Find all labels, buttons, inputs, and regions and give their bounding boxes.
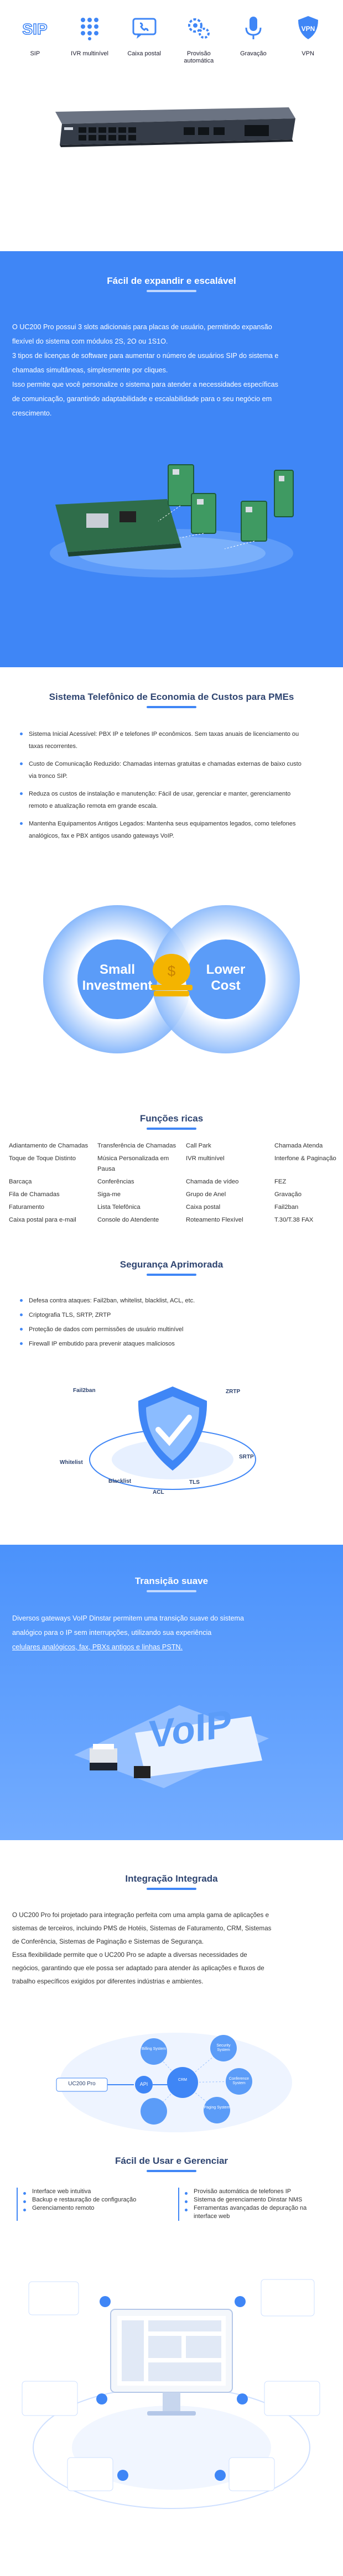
manage-bullet: Backup e restauração de configuração	[22, 2196, 178, 2204]
section-title: Transição suave	[134, 1576, 209, 1586]
manage-bullet: Ferramentas avançadas de depuração na interface web	[184, 2204, 331, 2221]
integration-node-label: Conference System	[228, 2077, 250, 2085]
expand-line: crescimento.	[12, 409, 52, 417]
feature-cell: Console do Atendente	[97, 1217, 159, 1223]
manage-bullet: Interface web intuitiva	[22, 2188, 178, 2196]
voip-illustration	[69, 1694, 274, 1801]
security-bullet: Defesa contra ataques: Fail2ban, whitelist, blacklist, ACL, etc.	[19, 1295, 331, 1307]
section-title: Funções ricas	[139, 1113, 204, 1124]
security-bullet: Criptografia TLS, SRTP, ZRTP	[19, 1309, 331, 1321]
security-tag: Whitelist	[60, 1460, 83, 1466]
security-section	[0, 1251, 343, 1545]
feature-cell: Música Personalizada em Pausa	[97, 1155, 169, 1172]
security-tag: Fail2ban	[73, 1388, 96, 1394]
expand-line: Isso permite que você personalize o sistema para atender a necessidades específicas	[12, 381, 278, 388]
protocol-item	[13, 14, 57, 65]
dialpad-icon	[67, 14, 112, 44]
feature-cell: Grupo de Anel	[186, 1191, 226, 1198]
section-title: Fácil de expandir e escalável	[107, 276, 236, 286]
protocol-item	[286, 14, 330, 65]
feature-cell: Interfone & Paginação	[274, 1155, 336, 1162]
venn-right-line2: Cost	[211, 978, 241, 993]
integration-diagram	[51, 2027, 292, 2136]
feature-cell: Gravação	[274, 1191, 302, 1198]
integration-line: O UC200 Pro foi projetado para integração perfeita com uma ampla gama de aplicações e	[12, 1912, 269, 1919]
economy-bullet	[19, 788, 331, 812]
feature-cell: Toque de Toque Distinto	[9, 1155, 76, 1162]
protocol-label: Caixa postal	[127, 50, 161, 57]
feature-cell: Transferência de Chamadas	[97, 1142, 176, 1149]
protocol-label: IVR multinível	[71, 50, 108, 57]
expand-line: de comunicação, garantindo adaptabilidade e escalabilidade para o seu negócio em	[12, 395, 272, 403]
voip-text: VoIP	[148, 1701, 232, 1757]
protocol-label: SIP	[30, 50, 40, 57]
expand-line: chamadas simultâneas, simplesmente por cliques.	[12, 366, 168, 374]
protocol-label: Provisão automática	[184, 50, 214, 64]
transition-section	[0, 1545, 343, 1840]
economy-bullet	[19, 758, 331, 782]
section-title: Integração Integrada	[125, 1873, 218, 1884]
protocol-item	[122, 14, 167, 65]
economy-bullet-line: via tronco SIP.	[29, 773, 68, 780]
device-image	[45, 96, 298, 147]
integration-line: de Conferência, Sistemas de Paginação e Sistemas de Segurança.	[12, 1938, 204, 1945]
title-underline	[147, 290, 196, 292]
integration-line: sistemas de terceiros, incluindo PMS de Hotéis, Sistemas de Faturamento, CRM, Sistemas	[12, 1925, 272, 1932]
api-label: API	[139, 2081, 148, 2087]
feature-cell: T.30/T.38 FAX	[274, 1217, 314, 1223]
feature-cell: IVR multinível	[186, 1155, 225, 1162]
integration-line: trabalho específicos exigidos por diferentes indústrias e ambientes.	[12, 1978, 204, 1985]
security-bullet: Firewall IP embutido para prevenir ataques maliciosos	[19, 1338, 331, 1350]
expand-line: O UC200 Pro possui 3 slots adicionais para placas de usuário, permitindo expansão	[12, 323, 272, 331]
feature-cell: Chamada Atenda	[274, 1142, 323, 1149]
svg-text:$: $	[167, 963, 176, 979]
feature-cell: Roteamento Flexível	[186, 1217, 243, 1223]
voicemail-icon	[122, 14, 167, 44]
features-section	[0, 1083, 343, 1251]
economy-bullet	[19, 728, 331, 752]
uc200-label: UC200 Pro	[68, 2081, 96, 2087]
feature-cell: Adiantamento de Chamadas	[9, 1142, 89, 1149]
microphone-icon	[231, 14, 276, 44]
section-title: Segurança Aprimorada	[119, 1259, 224, 1270]
economy-bullet-line: Sistema Inicial Acessível: PBX IP e telefones IP econômicos. Sem taxas anuais de licenciamento ou	[29, 731, 299, 738]
feature-cell: Lista Telefônica	[97, 1204, 141, 1211]
protocol-icons	[0, 0, 343, 72]
economy-bullet	[19, 818, 331, 842]
integration-line: negócios, garantindo que ele possa ser adaptado para atender às aplicações e fluxos de	[12, 1965, 264, 1972]
economy-bullet-line: analógicos, fax e PBX antigos usando gateways VoIP.	[29, 833, 174, 839]
feature-cell: Faturamento	[9, 1204, 45, 1211]
integration-node-label: Paging System	[204, 2106, 230, 2110]
feature-cell: Caixa postal	[186, 1204, 221, 1211]
expand-line: 3 tipos de licenças de software para aumentar o número de usuários SIP do sistema e	[12, 352, 279, 360]
feature-cell: Call Park	[186, 1142, 211, 1149]
expansion-section	[0, 251, 343, 667]
venn-illustration	[40, 900, 303, 1060]
economy-bullet-line: Mantenha Equipamentos Antigos Legados: Mantenha seus equipamentos legados, como telefones	[29, 820, 296, 827]
title-underline	[147, 1590, 196, 1592]
security-tag: ACL	[153, 1489, 164, 1495]
venn-right-line1: Lower	[206, 962, 246, 977]
feature-cell: FEZ	[274, 1178, 287, 1185]
manage-bullet: Sistema de gerenciamento Dinstar NMS	[184, 2196, 331, 2204]
section-title: Fácil de Usar e Gerenciar	[115, 2156, 228, 2166]
protocol-item	[67, 14, 112, 65]
security-tag: SRTP	[239, 1454, 254, 1460]
integration-line: Essa flexibilidade permite que o UC200 Pro se adapte a diversas necessidades de	[12, 1951, 247, 1959]
protocol-item	[176, 14, 221, 65]
protocol-item	[231, 14, 276, 65]
transition-line-1: Diversos gateways VoIP Dinstar permitem uma transição suave do sistema	[12, 1614, 245, 1622]
economy-bullet-line: taxas recorrentes.	[29, 743, 78, 750]
hero-device-section	[0, 72, 343, 251]
manage-bullet: Gerenciamento remoto	[22, 2204, 178, 2213]
feature-cell: Conferências	[97, 1178, 134, 1185]
sip-icon	[13, 14, 57, 44]
integration-node-label: Billing System	[142, 2047, 166, 2051]
venn-left-line2: Investment	[82, 978, 153, 993]
feature-cell: Fila de Chamadas	[9, 1191, 60, 1198]
venn-left-line1: Small	[99, 962, 136, 977]
management-illustration	[17, 2248, 326, 2525]
security-tag: TLS	[189, 1479, 200, 1486]
feature-cell: Barcaça	[9, 1178, 32, 1185]
svg-text:SIP: SIP	[22, 20, 48, 38]
features-table	[0, 1130, 343, 1227]
feature-cell: Chamada de vídeo	[186, 1178, 239, 1185]
manage-bullet: Provisão automática de telefones IP	[184, 2188, 331, 2196]
auto-provision-icon	[176, 14, 221, 44]
transition-line-3: celulares analógicos, fax, PBXs antigos e linhas PSTN.	[12, 1643, 183, 1651]
shield-illustration	[60, 1377, 268, 1504]
economy-bullet-line: Custo de Comunicação Reduzido: Chamadas internas gratuitas e chamadas externas de baixo custo	[29, 761, 302, 767]
expansion-cards-illustration	[42, 460, 301, 582]
integration-section	[0, 1840, 343, 2156]
transition-line-2: analógico para o IP sem interrupções, utilizando sua experiência	[12, 1629, 212, 1637]
feature-cell: Fail2ban	[274, 1204, 299, 1211]
feature-cell: Caixa postal para e-mail	[9, 1217, 76, 1223]
security-tag: ZRTP	[226, 1389, 241, 1395]
integration-node-label: Security System	[216, 2044, 231, 2052]
vpn-shield-icon	[286, 14, 330, 44]
security-tag: Blacklist	[108, 1478, 132, 1484]
protocol-label: VPN	[302, 50, 314, 57]
economy-bullet-line: remoto e atualização remota em grande escala.	[29, 803, 158, 809]
svg-text:VPN: VPN	[301, 25, 315, 33]
section-title: Sistema Telefônico de Economia de Custos para PMEs	[49, 692, 294, 702]
integration-node-label: CRM	[178, 2078, 187, 2082]
security-bullet: Proteção de dados com permissões de usuário multinível	[19, 1323, 331, 1336]
protocol-label: Gravação	[240, 50, 267, 57]
economy-bullet-line: Reduza os custos de instalação e manutenção: Fácil de usar, gerenciar e manter, gerenciamento	[29, 791, 291, 797]
feature-cell: Siga-me	[97, 1191, 121, 1198]
manage-section	[0, 2156, 343, 2576]
expand-line: flexível do sistema com módulos 2S, 2O ou 1S1O.	[12, 337, 168, 345]
economy-section	[0, 667, 343, 1083]
